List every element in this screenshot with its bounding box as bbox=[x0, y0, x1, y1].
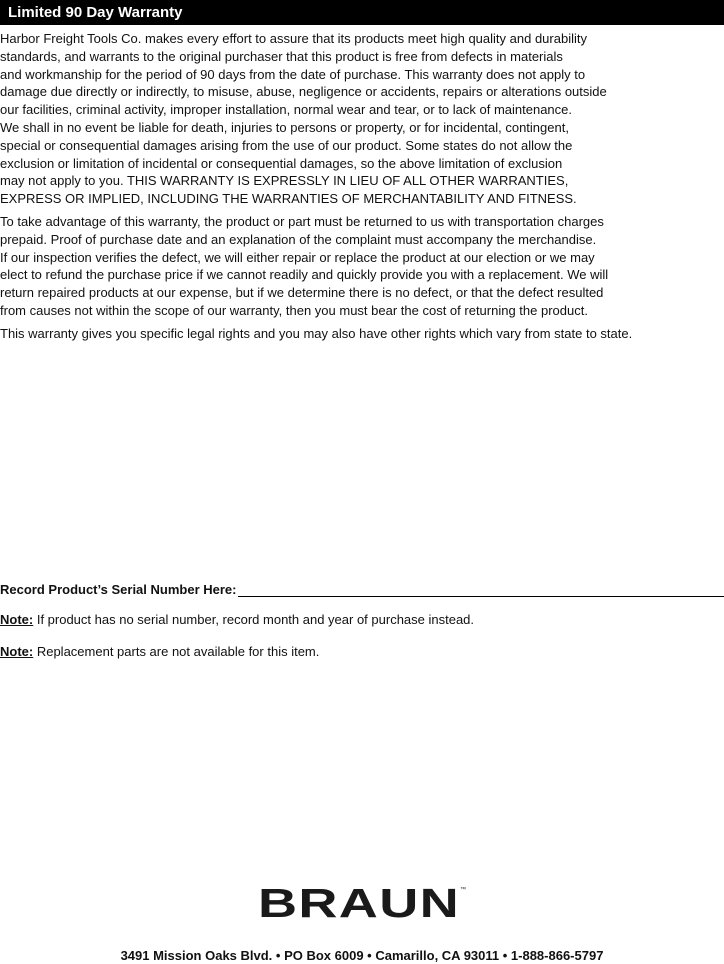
warranty-paragraph-2 bbox=[0, 213, 724, 320]
note-label: Note: bbox=[0, 644, 34, 659]
warranty-header bbox=[0, 0, 724, 25]
text-line: elect to refund the purchase price if we cannot readily and quickly provide you with a replacement. We will bbox=[0, 267, 609, 283]
text-line: exclusion or limitation of incidental or consequential damages, so the above limitation of exclusion bbox=[0, 155, 563, 171]
text-line: Harbor Freight Tools Co. makes every effort to assure that its products meet high quality and durability bbox=[0, 31, 587, 46]
text-line: return repaired products at our expense, but if we determine there is no defect, or that the defect resulted bbox=[0, 285, 604, 301]
serial-number-line[interactable] bbox=[238, 580, 724, 597]
brand-name: BRAUN bbox=[258, 884, 460, 920]
text-line: EXPRESS OR IMPLIED, INCLUDING THE WARRANTIES OF MERCHANTABILITY AND FITNESS. bbox=[0, 191, 577, 207]
text-line: may not apply to you. THIS WARRANTY IS EXPRESSLY IN LIEU OF ALL OTHER WARRANTIES, bbox=[0, 173, 569, 189]
serial-number-row bbox=[0, 580, 724, 597]
text-line: special or consequential damages arising from the use of our product. Some states do not allow the bbox=[0, 137, 573, 153]
note-text: If product has no serial number, record month and year of purchase instead. bbox=[33, 612, 475, 627]
warranty-title: Limited 90 Day Warranty bbox=[8, 4, 183, 21]
braun-logo bbox=[256, 884, 466, 920]
text-line: This warranty gives you specific legal rights and you may also have other rights which vary from state to state. bbox=[0, 326, 633, 341]
note-label: Note: bbox=[0, 612, 34, 627]
text-line: from causes not within the scope of our warranty, then you must bear the cost of returning the product. bbox=[0, 302, 588, 318]
trademark-symbol: ™ bbox=[460, 887, 466, 893]
text-line: damage due directly or indirectly, to misuse, abuse, negligence or accidents, repairs or alterations outside bbox=[0, 84, 607, 100]
serial-number-label: Record Product’s Serial Number Here: bbox=[0, 582, 237, 597]
text-line: We shall in no event be liable for death, injuries to persons or property, or for incidental, contingent, bbox=[0, 119, 569, 135]
text-line: prepaid. Proof of purchase date and an explanation of the complaint must accompany the merchandise. bbox=[0, 231, 597, 247]
footer-address: 3491 Mission Oaks Blvd. • PO Box 6009 • Camarillo, CA 93011 • 1-888-866-5797 bbox=[120, 948, 604, 963]
text-line: our facilities, criminal activity, improper installation, normal wear and tear, or to lack of maintenance. bbox=[0, 102, 573, 118]
text-line: If our inspection verifies the defect, we will either repair or replace the product at our election or we may bbox=[0, 249, 595, 265]
note-serial bbox=[0, 612, 474, 627]
text-line: To take advantage of this warranty, the product or part must be returned to us with transportation charges bbox=[0, 214, 604, 229]
note-text: Replacement parts are not available for this item. bbox=[33, 644, 320, 659]
text-line: standards, and warrants to the original purchaser that this product is free from defects in materials bbox=[0, 48, 563, 64]
warranty-paragraph-3 bbox=[0, 325, 724, 343]
text-line: and workmanship for the period of 90 days from the date of purchase. This warranty does not apply to bbox=[0, 66, 586, 82]
note-parts bbox=[0, 644, 319, 659]
warranty-paragraph-1 bbox=[0, 30, 724, 208]
